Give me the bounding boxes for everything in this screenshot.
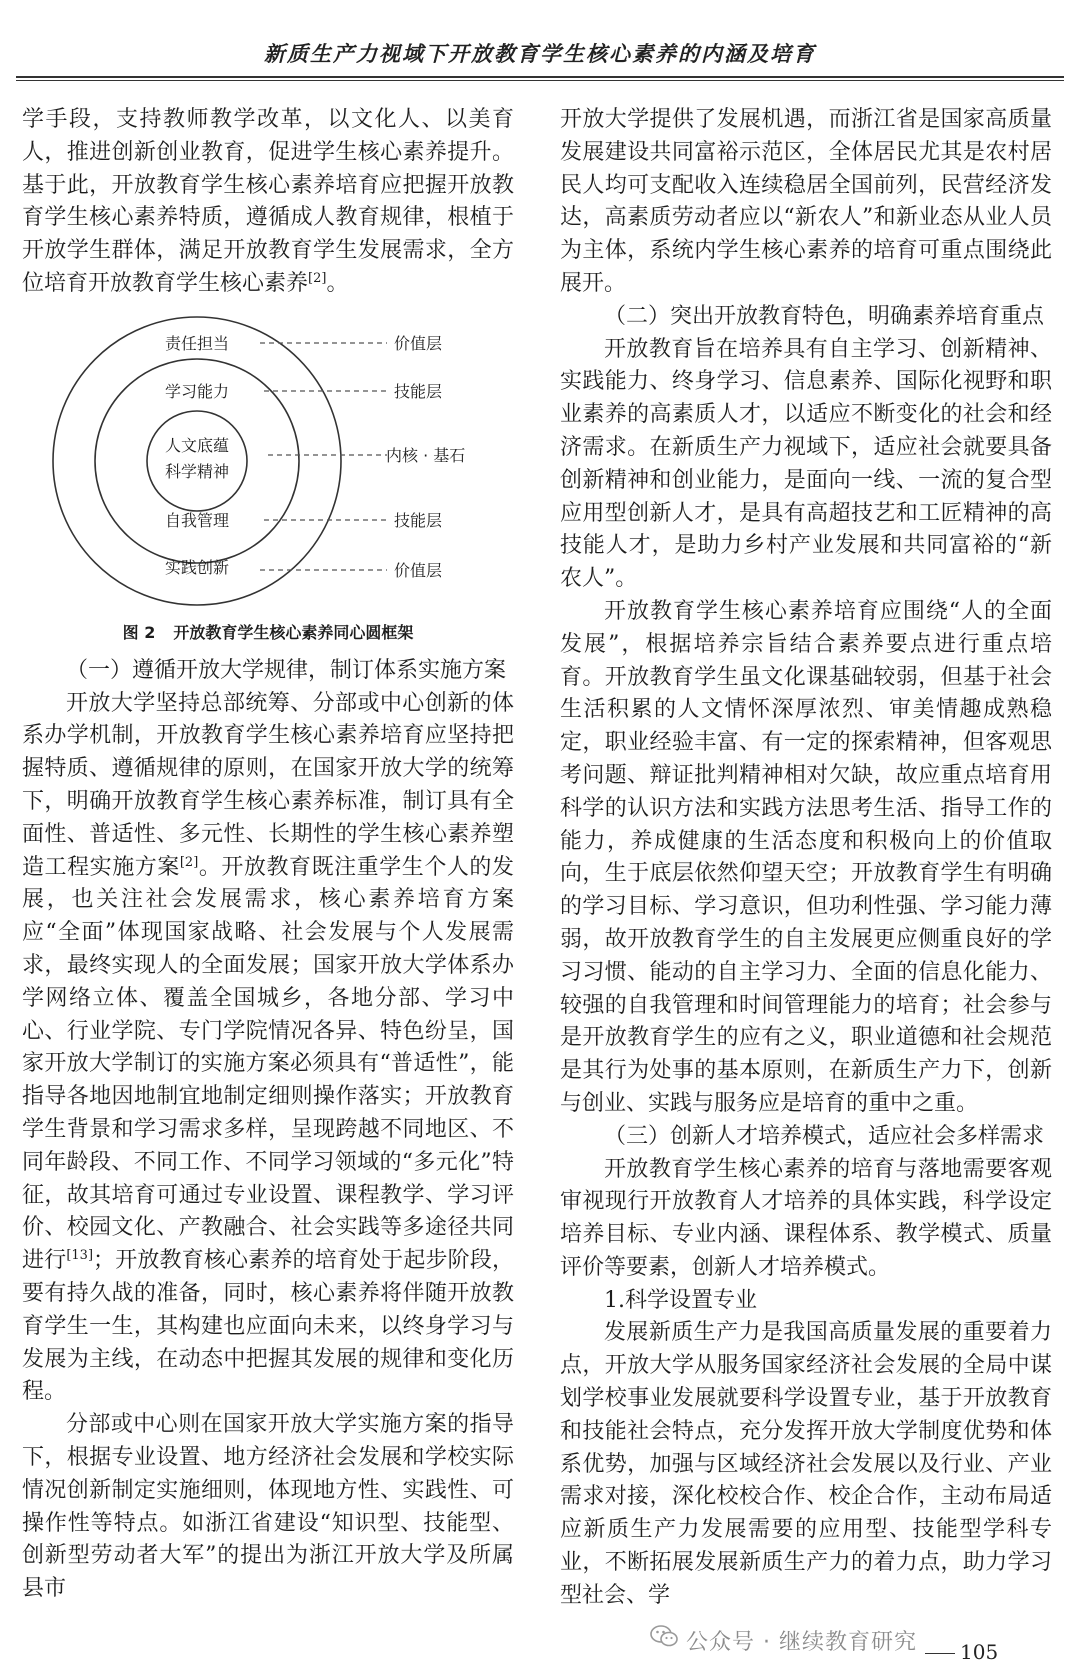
citation[interactable]: [2] — [308, 270, 327, 286]
core-label-line1: 人文底蕴 — [164, 435, 230, 455]
left-column — [22, 104, 514, 1606]
middle-top-label: 学习能力 — [164, 381, 230, 401]
paragraph: 开放教育学生核心素养培育应围绕“人的全面发展”，根据培养宗旨结合素养要点进行重点培育。开放教育学生虽文化课基础较弱，但基于社会生活积累的人文情怀深厚浓烈、审美情趣成熟稳定，职业经验丰富、有一定的探索精神，但客观思考问题、辩证批判精神相对欠缺，故应重点培育用科学的认识方法和实践方法思考生活、指导工作的能力，养成健康的生活态度和积极向上的价值取向，生于底层依然仰望天空；开放教育学生有明确的学习目标、学习意识，但功利性强、学习能力薄弱，故开放教育学生的自主发展更应侧重良好的学习习惯、能动的自主学习力、全面的信息化能力、较强的自我管理和时间管理能力的培育；社会参与是开放教育学生的应有之义，职业道德和社会规范是其行为处事的基本原则，在新质生产力下，创新与创业、实践与服务应是培育的重中之重。 — [560, 598, 1052, 1116]
paragraph: 开放教育旨在培养具有自主学习、创新精神、实践能力、终身学习、信息素养、国际化视野和职业素养的高素质人才，以适应不断变化的社会和经济需求。在新质生产力视域下，适应社会就要具备创新精神和创业能力，是面向一线、一流的复合型应用型创新人才，是具有高超技艺和工匠精神的高技能人才，是助力乡村产业发展和共同富裕的“新农人”。 — [560, 336, 1052, 592]
header-rule-bottom — [16, 80, 1064, 81]
figure-caption — [22, 621, 514, 657]
section-heading: （二）突出开放教育特色，明确素养培育重点 — [604, 303, 1045, 329]
wechat-icon — [650, 1624, 678, 1648]
outer-top-label: 责任担当 — [164, 333, 230, 353]
paragraph: 学手段，支持教师教学改革，以文化人、以美育人，推进创新创业教育，促进学生核心素养提升。基于此，开放教育学生核心素养培育应把握开放教育学生核心素养特质，遵循成人教育规律，根植于开放学生群体，满足开放教育学生发展需求，全方位培育开放教育学生核心素养[2]。 — [22, 107, 514, 296]
inner-circle — [147, 411, 247, 511]
citation[interactable]: [13] — [66, 1248, 94, 1264]
paragraph: 开放大学坚持总部统筹、分部或中心创新的体系办学机制，开放教育学生核心素养培育应坚持把握特质、遵循规律的原则，在国家开放大学的统筹下，明确开放教育学生核心素养标准，制订具有全面性、普适性、多元性、长期性的学生核心素养塑造工程实施方案[2]。开放教育既注重学生个人的发展，也关注社会发展需求，核心素养培育方案应“全面”体现国家战略、社会发展与个人发展需求，最终实现人的全面发展；国家开放大学体系办学网络立体、覆盖全国城乡，各地分部、学习中心、行业学院、专门学院情况各异、特色纷呈，国家开放大学制订的实施方案必须具有“普适性”，能指导各地因地制宜地制定细则操作落实；开放教育学生背景和学习需求多样，呈现跨越不同地区、不同年龄段、不同工作、不同学习领域的“多元化”特征，故其培育可通过专业设置、课程教学、学习评价、校园文化、产教融合、社会实践等多途径共同进行[13]；开放教育核心素养的培育处于起步阶段，要有持久战的准备，同时，核心素养将伴随开放教育学生一生，其构建也应面向未来，以终身学习与发展为主线，在动态中把握其发展的规律和变化历程。 — [22, 690, 514, 1405]
subsection-heading: 1.科学设置专业 — [604, 1287, 757, 1313]
right-column — [560, 104, 1052, 1613]
figure-number: 图 2 — [122, 622, 156, 642]
concentric-circle-figure — [22, 315, 514, 655]
header-rule-top — [16, 76, 1064, 78]
paragraph: 开放教育学生核心素养的培育与落地需要客观审视现行开放教育人才培养的具体实践，科学设定培养目标、专业内涵、课程体系、教学模式、质量评价等要素，创新人才培养模式。 — [560, 1156, 1052, 1280]
running-title: 新质生产力视域下开放教育学生核心素养的内涵及培育 — [264, 41, 816, 66]
figure-diagram — [22, 315, 514, 655]
section-heading: （一）遵循开放大学规律，制订体系实施方案 — [66, 657, 507, 683]
outer-bottom-label: 实践创新 — [164, 557, 230, 577]
right-label-core: 内核 · 基石 — [386, 445, 466, 465]
paragraph: 开放大学提供了发展机遇，而浙江省是国家高质量发展建设共同富裕示范区，全体居民尤其是农村居民人均可支配收入连续稳居全国前列，民营经济发达，高素质劳动者应以“新农人”和新业态从业人员为主体，系统内学生核心素养的培育可重点围绕此展开。 — [560, 107, 1052, 296]
figure-title: 开放教育学生核心素养同心圆框架 — [173, 622, 414, 642]
right-label-value-bottom: 价值层 — [394, 560, 443, 580]
section-heading: （三）创新人才培养模式，适应社会多样需求 — [604, 1123, 1045, 1149]
paragraph: 发展新质生产力是我国高质量发展的重要着力点，开放大学从服务国家经济社会发展的全局中谋划学校事业发展就要科学设置专业，基于开放教育和技能社会特点，充分发挥开放大学制度优势和体系优势，加强与区域经济社会发展以及行业、产业需求对接，深化校校合作、校企合作，主动布局适应新质生产力发展需要的应用型、技能型学科专业，不断拓展发展新质生产力的着力点，助力学习型社会、学 — [560, 1320, 1052, 1608]
page-number-dash — [925, 1653, 955, 1654]
middle-bottom-label: 自我管理 — [164, 510, 230, 530]
right-label-skill-bottom: 技能层 — [394, 510, 443, 530]
right-label-skill-top: 技能层 — [394, 381, 443, 401]
watermark: 公众号 · 继续教育研究 — [686, 1630, 917, 1655]
right-label-value-top: 价值层 — [394, 333, 443, 353]
core-label-line2: 科学精神 — [164, 461, 230, 481]
page-number: 105 — [960, 1640, 999, 1664]
paragraph: 分部或中心则在国家开放大学实施方案的指导下，根据专业设置、地方经济社会发展和学校实际情况创新制定实施细则，体现地方性、实践性、可操作性等特点。如浙江省建设“知识型、技能型、创新型劳动者大军”的提出为浙江开放大学及所属县市 — [22, 1412, 514, 1602]
citation[interactable]: [2] — [179, 854, 199, 870]
